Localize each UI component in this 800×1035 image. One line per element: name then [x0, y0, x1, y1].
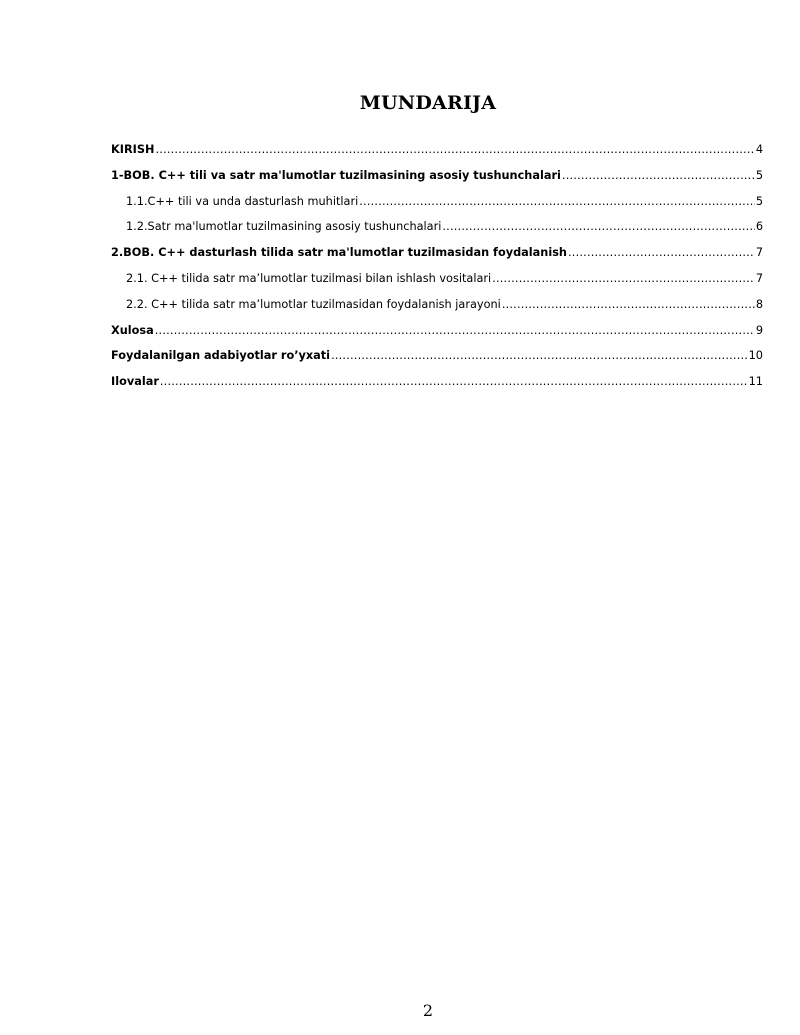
toc-entry-section-2-1[interactable] [111, 269, 763, 295]
toc-dot-leader [331, 346, 748, 366]
toc-dot-leader [155, 321, 755, 341]
toc-dot-leader [568, 243, 755, 263]
table-of-contents [111, 140, 763, 398]
toc-entry-chapter-2[interactable] [111, 243, 763, 269]
toc-entry-section-2-2[interactable] [111, 295, 763, 321]
toc-entry-label: Foydalanilgan adabiyotlar ro’yxati [111, 349, 331, 363]
toc-entry-page: 8 [755, 297, 763, 311]
page-title: MUNDARIJA [359, 92, 497, 114]
toc-entry-page: 5 [755, 194, 763, 208]
toc-entry-label: 2.2. C++ tilida satr ma’lumotlar tuzilmasidan foydalanish jarayoni [126, 297, 501, 311]
toc-entry-chapter-1[interactable] [111, 166, 763, 192]
toc-entry-label: Ilovalar [111, 375, 159, 389]
toc-entry-label: KIRISH [111, 143, 155, 156]
page-number: 2 [422, 1001, 434, 1020]
toc-entry-appendices[interactable] [111, 372, 763, 398]
toc-entry-label: 2.1. C++ tilida satr ma’lumotlar tuzilmasi bilan ishlash vositalari [126, 271, 492, 285]
toc-entry-page: 5 [755, 168, 763, 182]
toc-entry-page: 10 [748, 349, 763, 363]
toc-entry-label: 1.1.C++ tili va unda dasturlash muhitlari [126, 194, 359, 208]
toc-dot-leader [155, 140, 754, 160]
toc-entry-section-1-1[interactable] [111, 192, 763, 218]
toc-entry-label: 2.BOB. C++ dasturlash tilida satr ma'lumotlar tuzilmasidan foydalanish [111, 246, 567, 260]
toc-dot-leader [442, 217, 754, 237]
toc-entry-page: 9 [755, 323, 763, 337]
toc-entry-label: 1.2.Satr ma'lumotlar tuzilmasining asosiy tushunchalari [126, 220, 442, 234]
toc-dot-leader [492, 269, 755, 289]
toc-entry-page: 7 [755, 246, 763, 260]
toc-entry-page: 7 [755, 271, 763, 285]
toc-entry-page: 4 [755, 143, 763, 156]
toc-dot-leader [562, 166, 755, 186]
toc-entry-references[interactable] [111, 346, 763, 372]
toc-entry-xulosa[interactable] [111, 321, 763, 347]
toc-dot-leader [359, 192, 755, 212]
toc-entry-kirish[interactable] [111, 140, 763, 166]
toc-entry-label: Xulosa [111, 323, 154, 337]
toc-entry-section-1-2[interactable] [111, 217, 763, 243]
toc-dot-leader [160, 372, 748, 392]
toc-entry-label: 1-BOB. C++ tili va satr ma'lumotlar tuzilmasining asosiy tushunchalari [111, 168, 561, 182]
toc-entry-page: 6 [755, 220, 763, 234]
toc-dot-leader [502, 295, 755, 315]
toc-entry-page: 11 [748, 375, 763, 389]
